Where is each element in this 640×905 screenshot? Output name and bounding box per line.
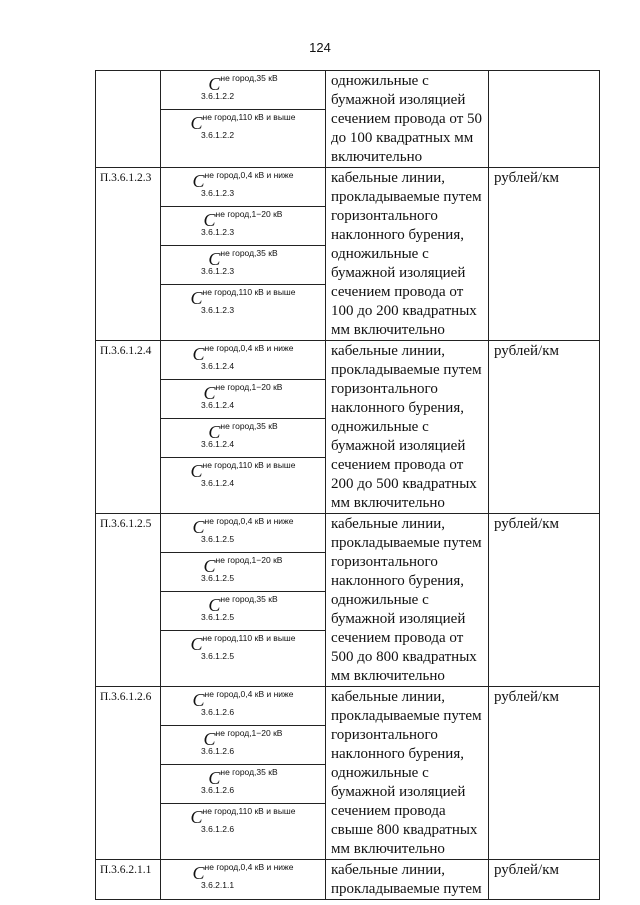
formula-subscript: 3.6.1.2.6 — [201, 746, 235, 756]
rate-indicator — [161, 860, 325, 898]
formula-superscript: не город,0,4 кВ и ниже — [204, 170, 294, 180]
formula-symbol: C — [203, 383, 216, 403]
row-description: кабельные линии, прокладываемые путем горизонтального наклонного бурения, одножильные с бумажной изоляцией сечением провода от 500 до 800 квадратных мм включительно — [326, 514, 489, 687]
formula-subscript: 3.6.1.2.5 — [201, 612, 235, 622]
formula-subscript: 3.6.1.2.2 — [201, 91, 235, 101]
rate-indicator — [161, 245, 325, 284]
formula — [161, 557, 325, 583]
formula — [161, 250, 325, 276]
formula-superscript: не город,110 кВ и выше — [202, 112, 296, 122]
row-description: кабельные линии, прокладываемые путем горизонтального наклонного бурения, одножильные с бумажной изоляцией сечением провода свыше 800 квадратных мм включительно — [326, 687, 489, 860]
formula-superscript: не город,1−20 кВ — [215, 555, 283, 565]
rate-indicator — [161, 687, 325, 725]
formula-symbol: C — [190, 634, 203, 654]
table-row — [96, 168, 600, 341]
formula-superscript: не город,110 кВ и выше — [202, 287, 296, 297]
formula — [161, 808, 325, 834]
formula-subscript: 3.6.1.2.5 — [201, 534, 235, 544]
formula-symbol: C — [190, 461, 203, 481]
rate-indicator — [161, 630, 325, 669]
row-unit: рублей/км — [489, 514, 600, 687]
table-row — [96, 687, 600, 860]
rate-indicator — [161, 71, 325, 109]
formula-symbol: C — [192, 171, 205, 191]
indicator-cell — [161, 341, 326, 514]
rate-indicator — [161, 457, 325, 496]
formula-subscript: 3.6.1.2.6 — [201, 785, 235, 795]
row-code — [96, 71, 161, 168]
formula-superscript: не город,0,4 кВ и ниже — [204, 862, 294, 872]
formula-superscript: не город,35 кВ — [220, 767, 278, 777]
formula-subscript: 3.6.1.2.6 — [201, 707, 235, 717]
row-description: кабельные линии, прокладываемые путем — [326, 860, 489, 900]
formula-superscript: не город,35 кВ — [220, 421, 278, 431]
indicator-cell — [161, 860, 326, 900]
formula-symbol: C — [192, 344, 205, 364]
formula-superscript: не город,35 кВ — [220, 594, 278, 604]
page-number: 124 — [309, 40, 331, 55]
indicator-cell — [161, 514, 326, 687]
formula-subscript: 3.6.1.2.4 — [201, 400, 235, 410]
formula-superscript: не город,1−20 кВ — [215, 209, 283, 219]
rate-indicator — [161, 206, 325, 245]
rate-indicator — [161, 109, 325, 148]
formula-subscript: 3.6.1.2.6 — [201, 824, 235, 834]
formula — [161, 75, 325, 101]
formula — [161, 114, 325, 140]
formula-superscript: не город,0,4 кВ и ниже — [204, 516, 294, 526]
formula-superscript: не город,35 кВ — [220, 248, 278, 258]
formula — [161, 730, 325, 756]
formula — [161, 518, 325, 544]
formula — [161, 769, 325, 795]
table-row — [96, 514, 600, 687]
row-unit: рублей/км — [489, 341, 600, 514]
formula — [161, 289, 325, 315]
formula-symbol: C — [190, 113, 203, 133]
formula — [161, 423, 325, 449]
rate-indicator — [161, 764, 325, 803]
row-unit: рублей/км — [489, 687, 600, 860]
formula-superscript: не город,110 кВ и выше — [202, 806, 296, 816]
formula-subscript: 3.6.1.2.4 — [201, 439, 235, 449]
row-code: П.3.6.2.1.1 — [96, 860, 161, 900]
formula-superscript: не город,0,4 кВ и ниже — [204, 689, 294, 699]
rate-indicator — [161, 168, 325, 206]
row-description: кабельные линии, прокладываемые путем горизонтального наклонного бурения, одножильные с бумажной изоляцией сечением провода от 200 до 500 квадратных мм включительно — [326, 341, 489, 514]
rate-indicator — [161, 514, 325, 552]
row-unit: рублей/км — [489, 168, 600, 341]
rate-indicator — [161, 725, 325, 764]
formula-symbol: C — [208, 768, 221, 788]
formula-subscript: 3.6.1.2.3 — [201, 227, 235, 237]
formula-subscript: 3.6.1.2.5 — [201, 651, 235, 661]
rate-indicator — [161, 284, 325, 323]
formula — [161, 345, 325, 371]
rate-indicator — [161, 591, 325, 630]
formula-subscript: 3.6.1.2.5 — [201, 573, 235, 583]
formula — [161, 635, 325, 661]
formula-superscript: не город,1−20 кВ — [215, 728, 283, 738]
row-code: П.3.6.1.2.5 — [96, 514, 161, 687]
formula-symbol: C — [208, 74, 221, 94]
formula-subscript: 3.6.1.2.3 — [201, 188, 235, 198]
rate-indicator — [161, 552, 325, 591]
rate-indicator — [161, 803, 325, 842]
indicator-cell — [161, 687, 326, 860]
formula-subscript: 3.6.1.2.3 — [201, 266, 235, 276]
formula — [161, 211, 325, 237]
formula-symbol: C — [192, 517, 205, 537]
rate-indicator — [161, 379, 325, 418]
row-code: П.3.6.1.2.4 — [96, 341, 161, 514]
row-code: П.3.6.1.2.3 — [96, 168, 161, 341]
table-row — [96, 341, 600, 514]
formula — [161, 384, 325, 410]
formula-superscript: не город,0,4 кВ и ниже — [204, 343, 294, 353]
formula-superscript: не город,1−20 кВ — [215, 382, 283, 392]
formula — [161, 462, 325, 488]
formula-symbol: C — [208, 595, 221, 615]
formula — [161, 864, 325, 890]
formula — [161, 596, 325, 622]
formula-superscript: не город,110 кВ и выше — [202, 633, 296, 643]
formula-superscript: не город,35 кВ — [220, 73, 278, 83]
formula-symbol: C — [190, 288, 203, 308]
indicator-cell — [161, 71, 326, 168]
formula — [161, 691, 325, 717]
formula-subscript: 3.6.1.2.3 — [201, 305, 235, 315]
formula-superscript: не город,110 кВ и выше — [202, 460, 296, 470]
formula-symbol: C — [208, 422, 221, 442]
formula-subscript: 3.6.1.2.2 — [201, 130, 235, 140]
rate-indicator — [161, 341, 325, 379]
row-unit — [489, 71, 600, 168]
rates-table — [95, 70, 600, 900]
table-row — [96, 860, 600, 900]
formula-symbol: C — [208, 249, 221, 269]
formula-symbol: C — [203, 729, 216, 749]
formula — [161, 172, 325, 198]
row-code: П.3.6.1.2.6 — [96, 687, 161, 860]
formula-symbol: C — [192, 863, 205, 883]
row-description: кабельные линии, прокладываемые путем горизонтального наклонного бурения, одножильные с бумажной изоляцией сечением провода от 100 до 200 квадратных мм включительно — [326, 168, 489, 341]
formula-subscript: 3.6.1.2.4 — [201, 361, 235, 371]
table-row — [96, 71, 600, 168]
formula-subscript: 3.6.2.1.1 — [201, 880, 235, 890]
formula-symbol: C — [190, 807, 203, 827]
formula-symbol: C — [203, 210, 216, 230]
rate-indicator — [161, 418, 325, 457]
row-unit: рублей/км — [489, 860, 600, 900]
indicator-cell — [161, 168, 326, 341]
row-description: одножильные с бумажной изоляцией сечением провода от 50 до 100 квадратных мм включительно — [326, 71, 489, 168]
formula-symbol: C — [203, 556, 216, 576]
formula-subscript: 3.6.1.2.4 — [201, 478, 235, 488]
formula-symbol: C — [192, 690, 205, 710]
